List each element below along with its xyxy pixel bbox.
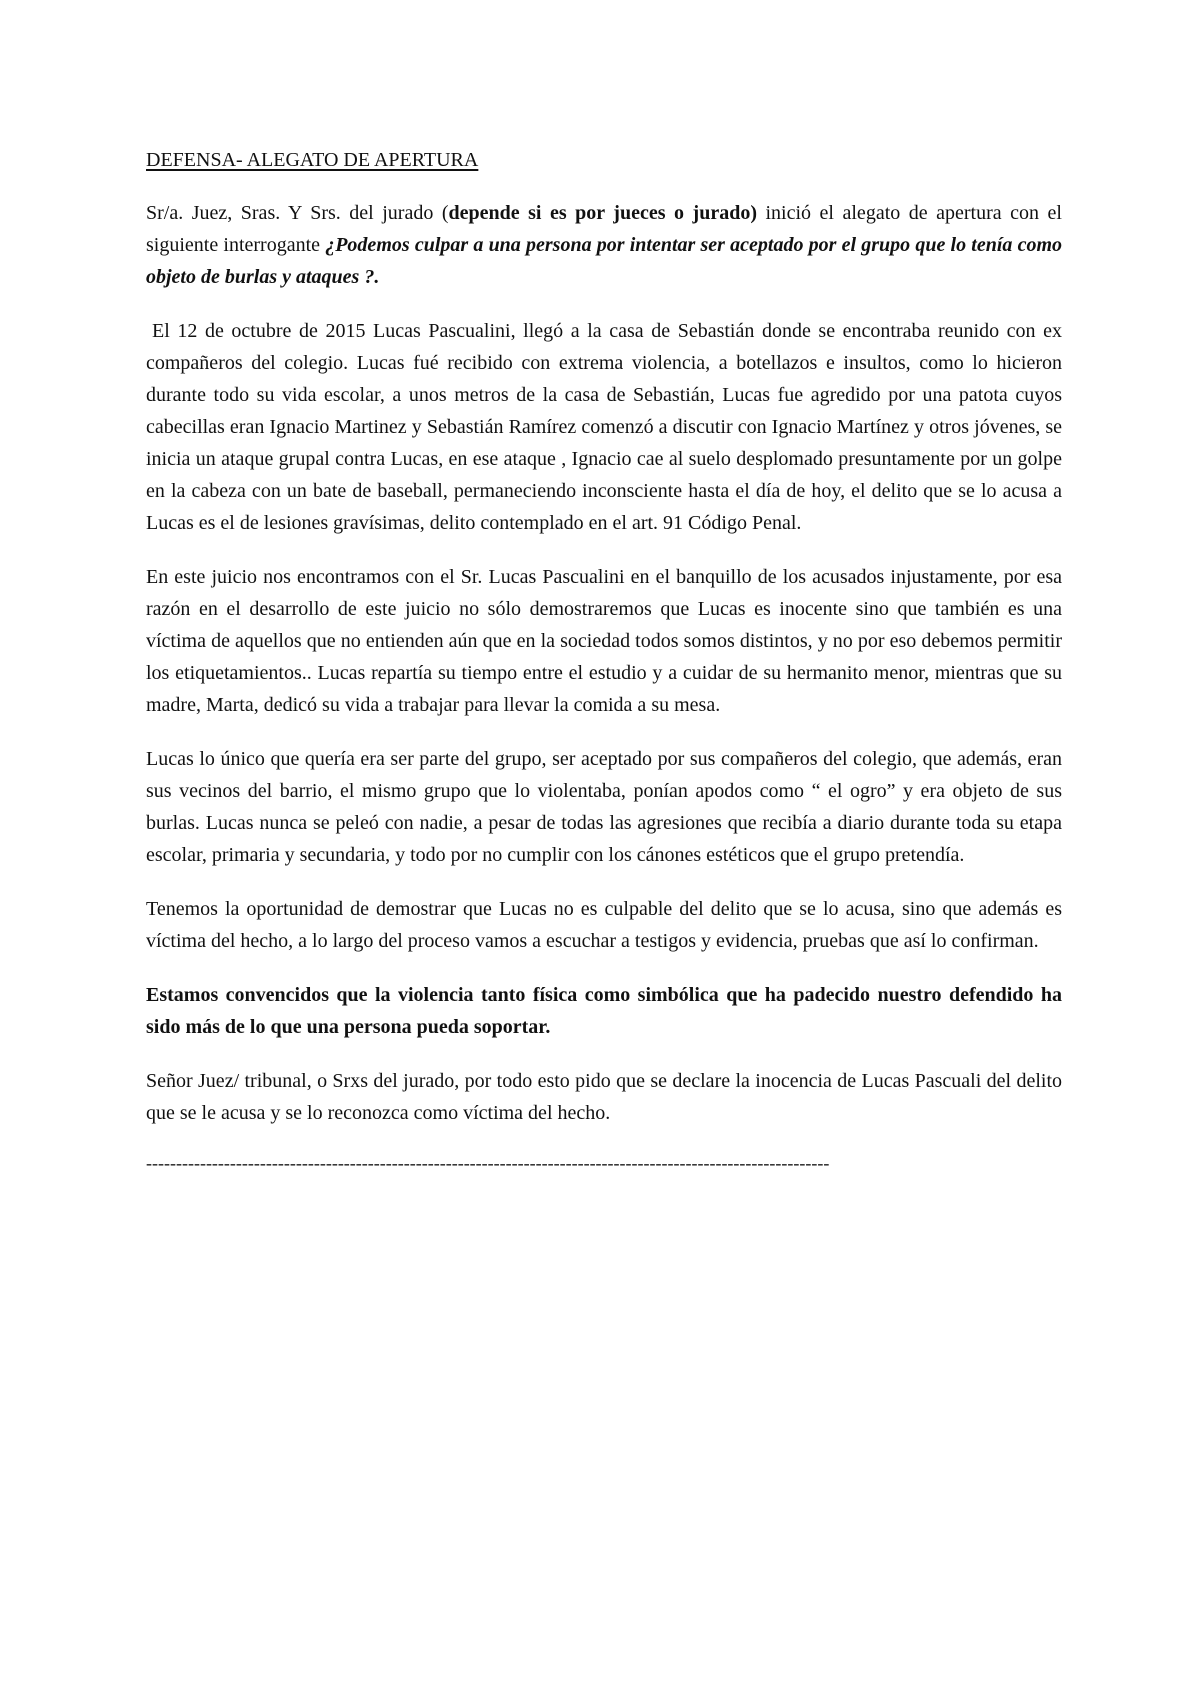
dashed-divider: ------------------------------------------------------------------------------------------------------------------ bbox=[146, 1153, 830, 1173]
opening-bold-note: depende si es por jueces o jurado) bbox=[448, 202, 757, 224]
document-body bbox=[146, 145, 1062, 1175]
opening-question: ¿Podemos culpar a una persona por intentar ser aceptado por el grupo que lo tenía como objeto de burlas y ataques ?. bbox=[146, 234, 1062, 288]
opening-intro: Sr/a. Juez, Sras. Y Srs. del jurado ( bbox=[146, 202, 449, 224]
paragraph-facts: El 12 de octubre de 2015 Lucas Pascualini, llegó a la casa de Sebastián donde se encontraba reunido con ex compañeros del colegio. Lucas fué recibido con extrema violencia, a botellazos e insultos, como lo hicieron durante todo su vida escolar, a unos metros de la casa de Sebastián, Lucas fue agredido por una patota cuyos cabecillas eran Ignacio Martinez y Sebastián Ramírez comenzó a discutir con Ignacio Martínez y otros jóvenes, se inicia un ataque grupal contra Lucas, en ese ataque , Ignacio cae al suelo desplomado presuntamente por un golpe en la cabeza con un bate de baseball, permaneciendo inconsciente hasta el día de hoy, el delito que se lo acusa a Lucas es el de lesiones gravísimas, delito contemplado en el art. 91 Código Penal. bbox=[146, 320, 1062, 534]
paragraph-conviction: Estamos convencidos que la violencia tanto física como simbólica que ha padecido nuestro defendido ha sido más de lo que una persona pueda soportar. bbox=[146, 984, 1062, 1038]
paragraph-trial: En este juicio nos encontramos con el Sr. Lucas Pascualini en el banquillo de los acusados injustamente, por esa razón en el desarrollo de este juicio no sólo demostraremos que Lucas es inocente sino que también es una víctima de aquellos que no entienden aún que en la sociedad todos somos distintos, y no por eso debemos permitir los etiquetamientos.. Lucas repartía su tiempo entre el estudio y a cuidar de su hermanito menor, mientras que su madre, Marta, dedicó su vida a trabajar para llevar la comida a su mesa. bbox=[146, 566, 1062, 716]
paragraph-opportunity: Tenemos la oportunidad de demostrar que Lucas no es culpable del delito que se lo acusa, sino que además es víctima del hecho, a lo largo del proceso vamos a escuchar a testigos y evidencia, pruebas que así lo confirman. bbox=[146, 898, 1062, 952]
opening-middle: inició el alegato de apertura con el siguiente interrogante bbox=[146, 202, 1062, 256]
document-title: DEFENSA- ALEGATO DE APERTURA bbox=[146, 149, 479, 171]
paragraph-request: Señor Juez/ tribunal, o Srxs del jurado, por todo esto pido que se declare la inocencia de Lucas Pascuali del delito que se le acusa y se lo reconozca como víctima del hecho. bbox=[146, 1070, 1062, 1124]
paragraph-opening bbox=[146, 197, 1062, 293]
paragraph-background: Lucas lo único que quería era ser parte del grupo, ser aceptado por sus compañeros del colegio, que además, eran sus vecinos del barrio, el mismo grupo que lo violentaba, ponían apodos como “ el ogro” y era objeto de sus burlas. Lucas nunca se peleó con nadie, a pesar de todas las agresiones que recibía a diario durante toda su etapa escolar, primaria y secundaria, y todo por no cumplir con los cánones estéticos que el grupo pretendía. bbox=[146, 748, 1062, 866]
